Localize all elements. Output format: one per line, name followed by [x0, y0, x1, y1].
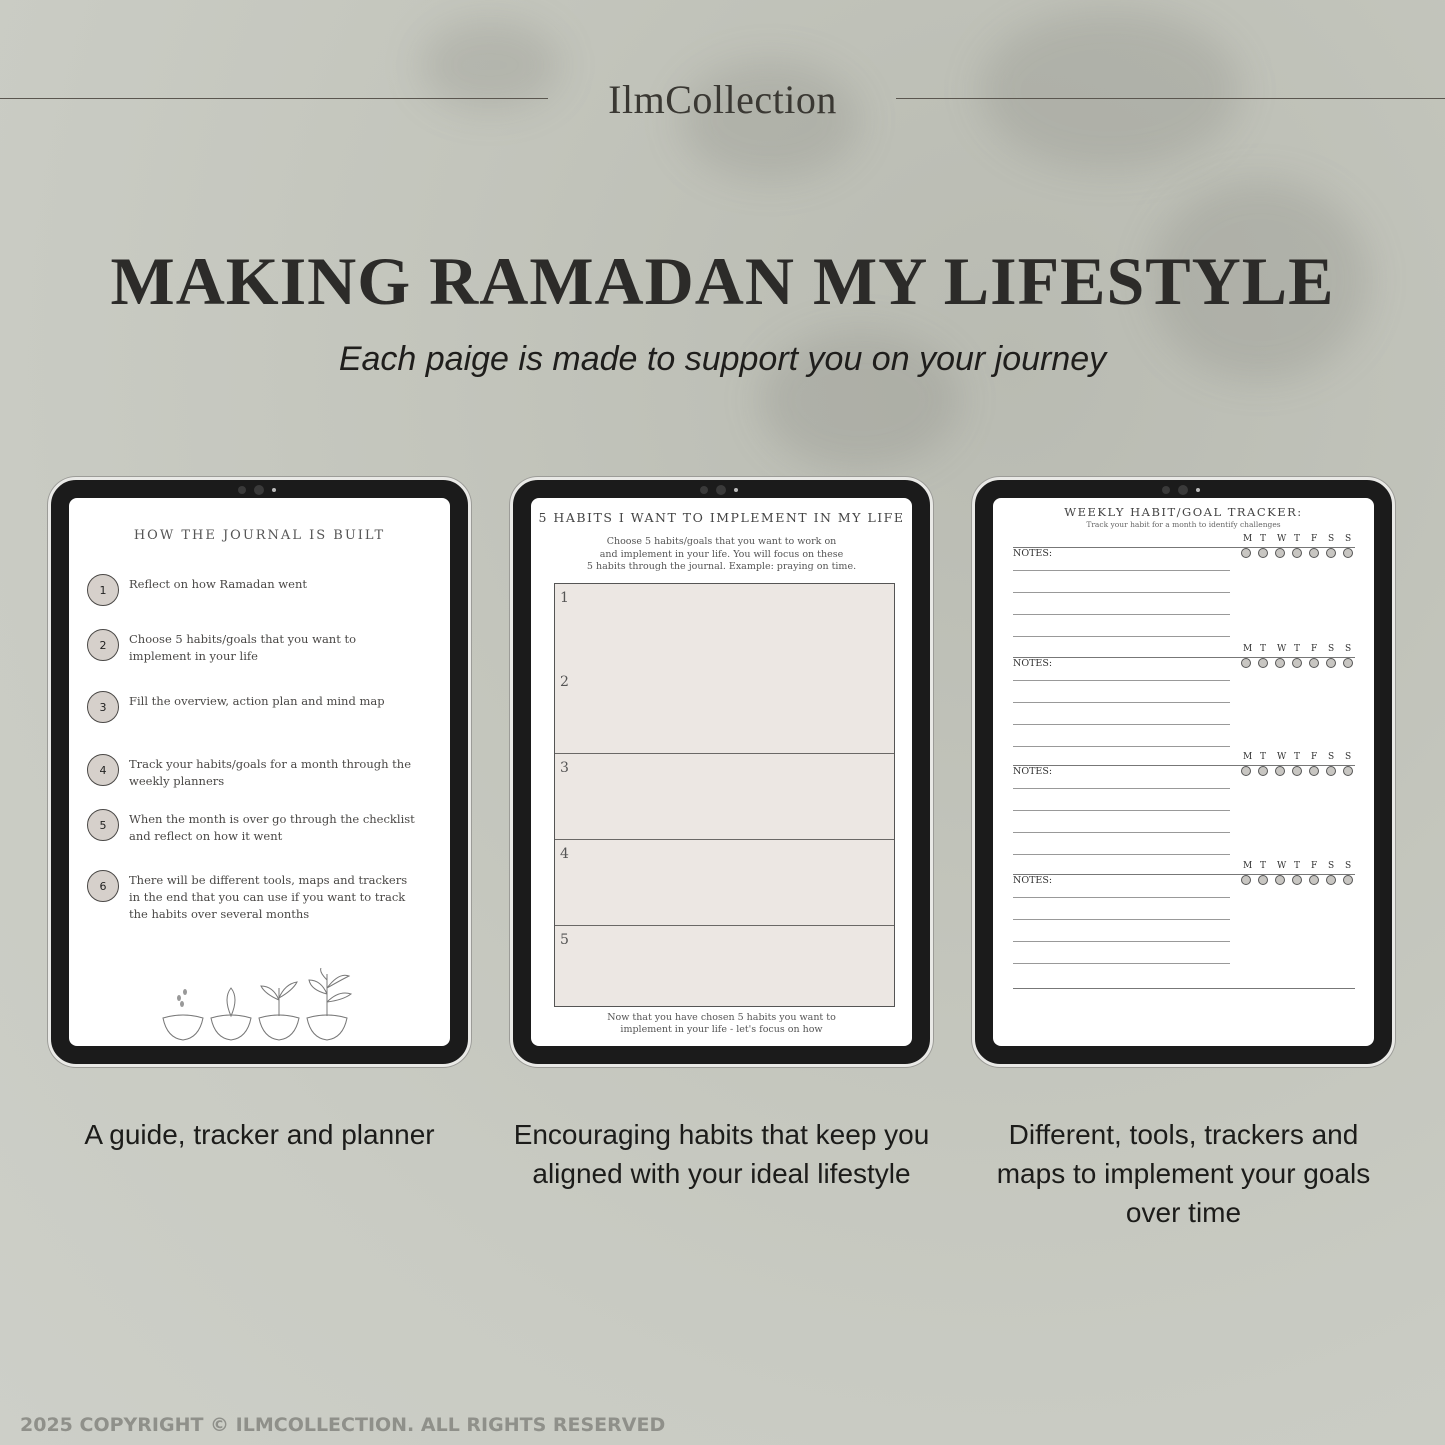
day-checkbox[interactable] — [1343, 548, 1353, 558]
intro-line: Choose 5 habits/goals that you want to work on — [606, 536, 837, 547]
step-number: 2 — [87, 629, 119, 661]
caption-habits: Encouraging habits that keep you aligned with your ideal lifestyle — [513, 1119, 930, 1189]
screen-title: 5 HABITS I WANT TO IMPLEMENT IN MY LIFE — [538, 510, 905, 525]
day-checkbox[interactable] — [1309, 548, 1319, 558]
page-subtitle: Each paige is made to support you on your journey — [338, 340, 1107, 378]
habit-table — [554, 583, 895, 1007]
footer-line: implement in your life - let's focus on how — [620, 1024, 823, 1035]
divider — [1013, 765, 1355, 766]
day-checkbox[interactable] — [1343, 658, 1353, 668]
screen-footer — [531, 1012, 912, 1036]
day-label: F — [1311, 752, 1318, 762]
day-label: W — [1277, 534, 1287, 544]
day-checkbox[interactable] — [1326, 548, 1336, 558]
brand-logo: IlmCollection — [608, 77, 837, 122]
day-label: M — [1243, 644, 1253, 654]
day-label: T — [1260, 644, 1267, 654]
day-checkbox[interactable] — [1258, 658, 1268, 668]
step-text: Choose 5 habits/goals that you want to implement in your life — [129, 632, 357, 663]
day-checkbox[interactable] — [1292, 548, 1302, 558]
divider — [1013, 874, 1355, 875]
day-checkbox[interactable] — [1326, 875, 1336, 885]
habit-row[interactable] — [555, 754, 894, 840]
day-label: M — [1243, 534, 1253, 544]
step-number: 6 — [87, 870, 119, 902]
day-label: T — [1294, 861, 1301, 871]
day-label: M — [1243, 861, 1253, 871]
day-label: T — [1294, 534, 1301, 544]
intro-line: 5 habits through the journal. Example: praying on time. — [586, 561, 857, 572]
caption-guide: A guide, tracker and planner — [84, 1119, 435, 1150]
day-label: S — [1345, 534, 1352, 544]
day-checkbox[interactable] — [1275, 875, 1285, 885]
page-title: MAKING RAMADAN MY LIFESTYLE — [110, 243, 1335, 319]
day-label: S — [1328, 752, 1335, 762]
footer-line: Now that you have chosen 5 habits you want to — [607, 1012, 836, 1023]
week-block — [1013, 861, 1355, 966]
notes-line[interactable] — [1013, 810, 1230, 811]
week-block — [1013, 534, 1355, 639]
tablet-five-habits — [510, 477, 933, 1067]
notes-line[interactable] — [1013, 636, 1230, 637]
day-checkbox[interactable] — [1309, 766, 1319, 776]
camera-icon — [698, 485, 746, 495]
day-label: W — [1277, 644, 1287, 654]
tablet-screen — [993, 498, 1374, 1046]
day-label: S — [1328, 861, 1335, 871]
tablet-weekly-tracker — [972, 477, 1395, 1067]
day-label: M — [1243, 752, 1253, 762]
day-label: S — [1345, 644, 1352, 654]
day-checkbox[interactable] — [1258, 875, 1268, 885]
day-label: T — [1260, 534, 1267, 544]
notes-line[interactable] — [1013, 614, 1230, 615]
week-block — [1013, 644, 1355, 749]
day-checkbox[interactable] — [1258, 766, 1268, 776]
notes-line[interactable] — [1013, 746, 1230, 747]
habit-row-number: 4 — [560, 846, 569, 862]
notes-line[interactable] — [1013, 570, 1230, 571]
day-checkbox[interactable] — [1292, 766, 1302, 776]
screen-title: WEEKLY HABIT/GOAL TRACKER: — [1064, 505, 1303, 519]
day-label: W — [1277, 752, 1287, 762]
day-label: S — [1328, 534, 1335, 544]
day-label: T — [1260, 861, 1267, 871]
day-checkbox[interactable] — [1309, 658, 1319, 668]
day-checkbox[interactable] — [1343, 766, 1353, 776]
day-checkbox[interactable] — [1343, 875, 1353, 885]
notes-line[interactable] — [1013, 963, 1230, 964]
habit-row[interactable] — [555, 926, 894, 1006]
day-label: S — [1345, 752, 1352, 762]
notes-line[interactable] — [1013, 832, 1230, 833]
plant-growth-icon — [159, 968, 359, 1043]
step-text: Track your habits/goals for a month through the weekly planners — [129, 757, 412, 788]
habit-row[interactable] — [555, 840, 894, 926]
step-text: Fill the overview, action plan and mind map — [129, 694, 385, 708]
notes-line[interactable] — [1013, 702, 1230, 703]
habit-row-number: 1 — [560, 590, 569, 606]
day-label: T — [1294, 752, 1301, 762]
intro-line: and implement in your life. You will focus on these — [599, 548, 844, 560]
screen-intro — [531, 536, 912, 574]
tablet-journal-structure — [48, 477, 471, 1067]
camera-icon — [236, 485, 284, 495]
step-number: 1 — [87, 574, 119, 606]
step-number: 4 — [87, 754, 119, 786]
step-text: Reflect on how Ramadan went — [129, 577, 307, 591]
day-checkbox[interactable] — [1275, 766, 1285, 776]
day-checkbox[interactable] — [1275, 548, 1285, 558]
habit-row[interactable] — [555, 584, 894, 670]
notes-line[interactable] — [1013, 788, 1230, 789]
camera-icon — [1160, 485, 1208, 495]
habit-row-number: 3 — [560, 760, 569, 776]
day-checkbox[interactable] — [1309, 875, 1319, 885]
habit-row-number: 5 — [560, 932, 569, 948]
day-checkbox[interactable] — [1241, 766, 1251, 776]
habit-row-number: 2 — [560, 674, 569, 690]
habit-row[interactable] — [555, 668, 894, 754]
day-checkbox[interactable] — [1241, 875, 1251, 885]
tablet-screen — [69, 498, 450, 1046]
divider — [1013, 988, 1355, 989]
notes-label: NOTES: — [1013, 658, 1053, 669]
screen-subtitle: Track your habit for a month to identify challenges — [1086, 520, 1281, 529]
notes-line[interactable] — [1013, 724, 1230, 725]
day-label: F — [1311, 644, 1318, 654]
notes-line[interactable] — [1013, 897, 1230, 898]
caption-tools: Different, tools, trackers and maps to implement your goals over time — [996, 1119, 1371, 1228]
day-label: W — [1277, 861, 1287, 871]
week-block — [1013, 752, 1355, 857]
screen-title: HOW THE JOURNAL IS BUILT — [133, 528, 386, 543]
day-checkbox[interactable] — [1292, 875, 1302, 885]
step-text: There will be different tools, maps and trackers in the end that you can use if you want to track the habits over several months — [129, 873, 408, 921]
day-label: F — [1311, 534, 1318, 544]
step-number: 3 — [87, 691, 119, 723]
day-label: F — [1311, 861, 1318, 871]
notes-line[interactable] — [1013, 592, 1230, 593]
day-checkbox[interactable] — [1241, 658, 1251, 668]
copyright-notice: 2025 COPYRIGHT © ILMCOLLECTION. ALL RIGHTS RESERVED — [20, 1414, 666, 1436]
day-checkbox[interactable] — [1326, 766, 1336, 776]
day-checkbox[interactable] — [1258, 548, 1268, 558]
day-checkbox[interactable] — [1292, 658, 1302, 668]
notes-label: NOTES: — [1013, 766, 1053, 777]
day-label: S — [1345, 861, 1352, 871]
notes-label: NOTES: — [1013, 875, 1053, 886]
notes-line[interactable] — [1013, 941, 1230, 942]
day-label: S — [1328, 644, 1335, 654]
divider — [1013, 657, 1355, 658]
day-label: T — [1260, 752, 1267, 762]
day-label: T — [1294, 644, 1301, 654]
notes-line[interactable] — [1013, 680, 1230, 681]
tablet-screen — [531, 498, 912, 1046]
notes-line[interactable] — [1013, 854, 1230, 855]
notes-label: NOTES: — [1013, 548, 1053, 559]
step-text: When the month is over go through the checklist and reflect on how it went — [129, 812, 415, 843]
day-checkbox[interactable] — [1241, 548, 1251, 558]
day-checkbox[interactable] — [1275, 658, 1285, 668]
divider — [1013, 547, 1355, 548]
notes-line[interactable] — [1013, 919, 1230, 920]
day-checkbox[interactable] — [1326, 658, 1336, 668]
step-number: 5 — [87, 809, 119, 841]
